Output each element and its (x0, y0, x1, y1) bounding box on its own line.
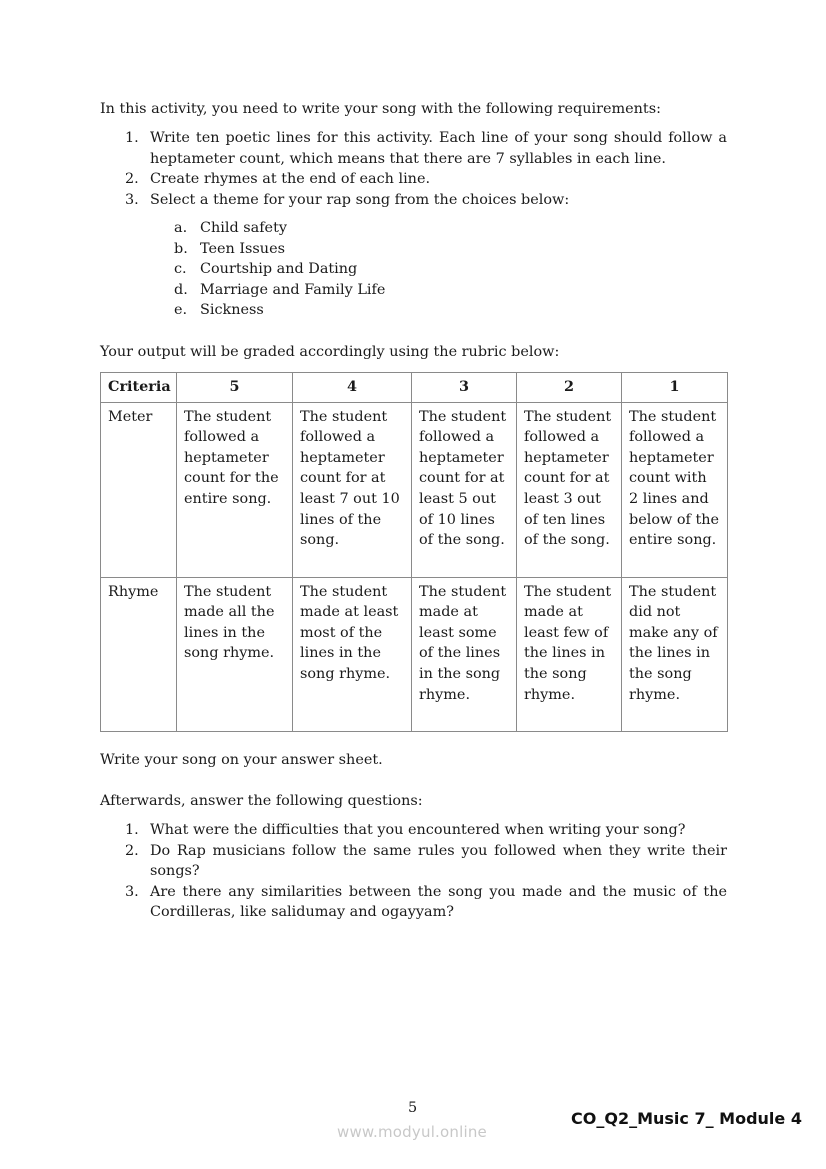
theme-text: Teen Issues (200, 240, 285, 257)
table-header-row (101, 373, 728, 403)
theme-text: Sickness (200, 302, 264, 319)
requirements-list (100, 128, 727, 210)
list-number: 3. (125, 191, 139, 208)
theme-text: Child safety (200, 220, 287, 236)
question-text: Are there any similarities between the song you made and the music of the Cordilleras, like salidumay and ogayyam? (150, 883, 727, 921)
requirement-text: Write ten poetic lines for this activity. Each line of your song should follow a heptameter count, which means that there are 7 syllables in each line. (150, 130, 727, 167)
table-row (101, 577, 728, 731)
header-score-5: 5 (177, 373, 293, 403)
header-score-3: 3 (412, 373, 517, 403)
header-score-4: 4 (293, 373, 412, 403)
list-letter: a. (174, 220, 188, 236)
module-code: CO_Q2_Music 7_ Module 4 (571, 1109, 802, 1128)
question-text: What were the difficulties that you encountered when writing your song? (150, 822, 686, 838)
question-item (100, 882, 727, 923)
requirement-text: Select a theme for your rap song from the choices below: (150, 191, 570, 208)
requirement-item (100, 190, 727, 211)
requirement-item (100, 169, 727, 190)
list-number: 2. (125, 842, 139, 859)
table-cell: The student made at least most of the lines in the song rhyme. (293, 577, 412, 731)
header-criteria: Criteria (101, 373, 177, 403)
table-row (101, 402, 728, 577)
table-cell: The student made at least some of the lines in the song rhyme. (412, 577, 517, 731)
themes-list (174, 218, 385, 321)
theme-text: Courtship and Dating (200, 261, 358, 278)
question-item (100, 820, 727, 841)
questions-intro: Afterwards, answer the following questions: (100, 793, 423, 809)
list-number: 1. (125, 130, 139, 146)
list-number: 3. (125, 883, 139, 900)
list-number: 1. (125, 822, 139, 838)
questions-list (100, 820, 727, 923)
theme-item (174, 259, 385, 280)
theme-item (174, 300, 385, 321)
list-number: 2. (125, 171, 139, 188)
list-letter: d. (174, 281, 188, 298)
table-cell: The student did not make any of the lines in the song rhyme. (622, 577, 728, 731)
rubric-table (100, 372, 728, 732)
theme-item (174, 218, 385, 239)
rubric-intro: Your output will be graded accordingly using the rubric below: (100, 344, 560, 360)
list-letter: b. (174, 240, 188, 257)
theme-item (174, 280, 385, 301)
table-cell: The student made at least few of the lines in the song rhyme. (517, 577, 622, 731)
question-item (100, 841, 727, 882)
theme-item (174, 239, 385, 260)
header-score-2: 2 (517, 373, 622, 403)
table-cell: The student followed a heptameter count for at least 3 out of ten lines of the song. (517, 402, 622, 577)
table-cell: The student followed a heptameter count for at least 5 out of 10 lines of the song. (412, 402, 517, 577)
list-letter: c. (174, 261, 187, 278)
criteria-cell: Meter (101, 402, 177, 577)
intro-text: In this activity, you need to write your song with the following requirements: (100, 101, 661, 117)
theme-text: Marriage and Family Life (200, 281, 386, 298)
requirement-text: Create rhymes at the end of each line. (150, 171, 431, 188)
page-number: 5 (408, 1100, 418, 1116)
table-cell: The student followed a heptameter count for the entire song. (177, 402, 293, 577)
header-score-1: 1 (622, 373, 728, 403)
requirement-item (100, 128, 727, 169)
criteria-cell: Rhyme (101, 577, 177, 731)
table-cell: The student made all the lines in the song rhyme. (177, 577, 293, 731)
question-text: Do Rap musicians follow the same rules you followed when they write their songs? (150, 842, 727, 880)
table-cell: The student followed a heptameter count with 2 lines and below of the entire song. (622, 402, 728, 577)
write-instruction: Write your song on your answer sheet. (100, 752, 383, 768)
list-letter: e. (174, 302, 188, 319)
watermark-url: www.modyul.online (337, 1123, 487, 1141)
table-cell: The student followed a heptameter count for at least 7 out 10 lines of the song. (293, 402, 412, 577)
